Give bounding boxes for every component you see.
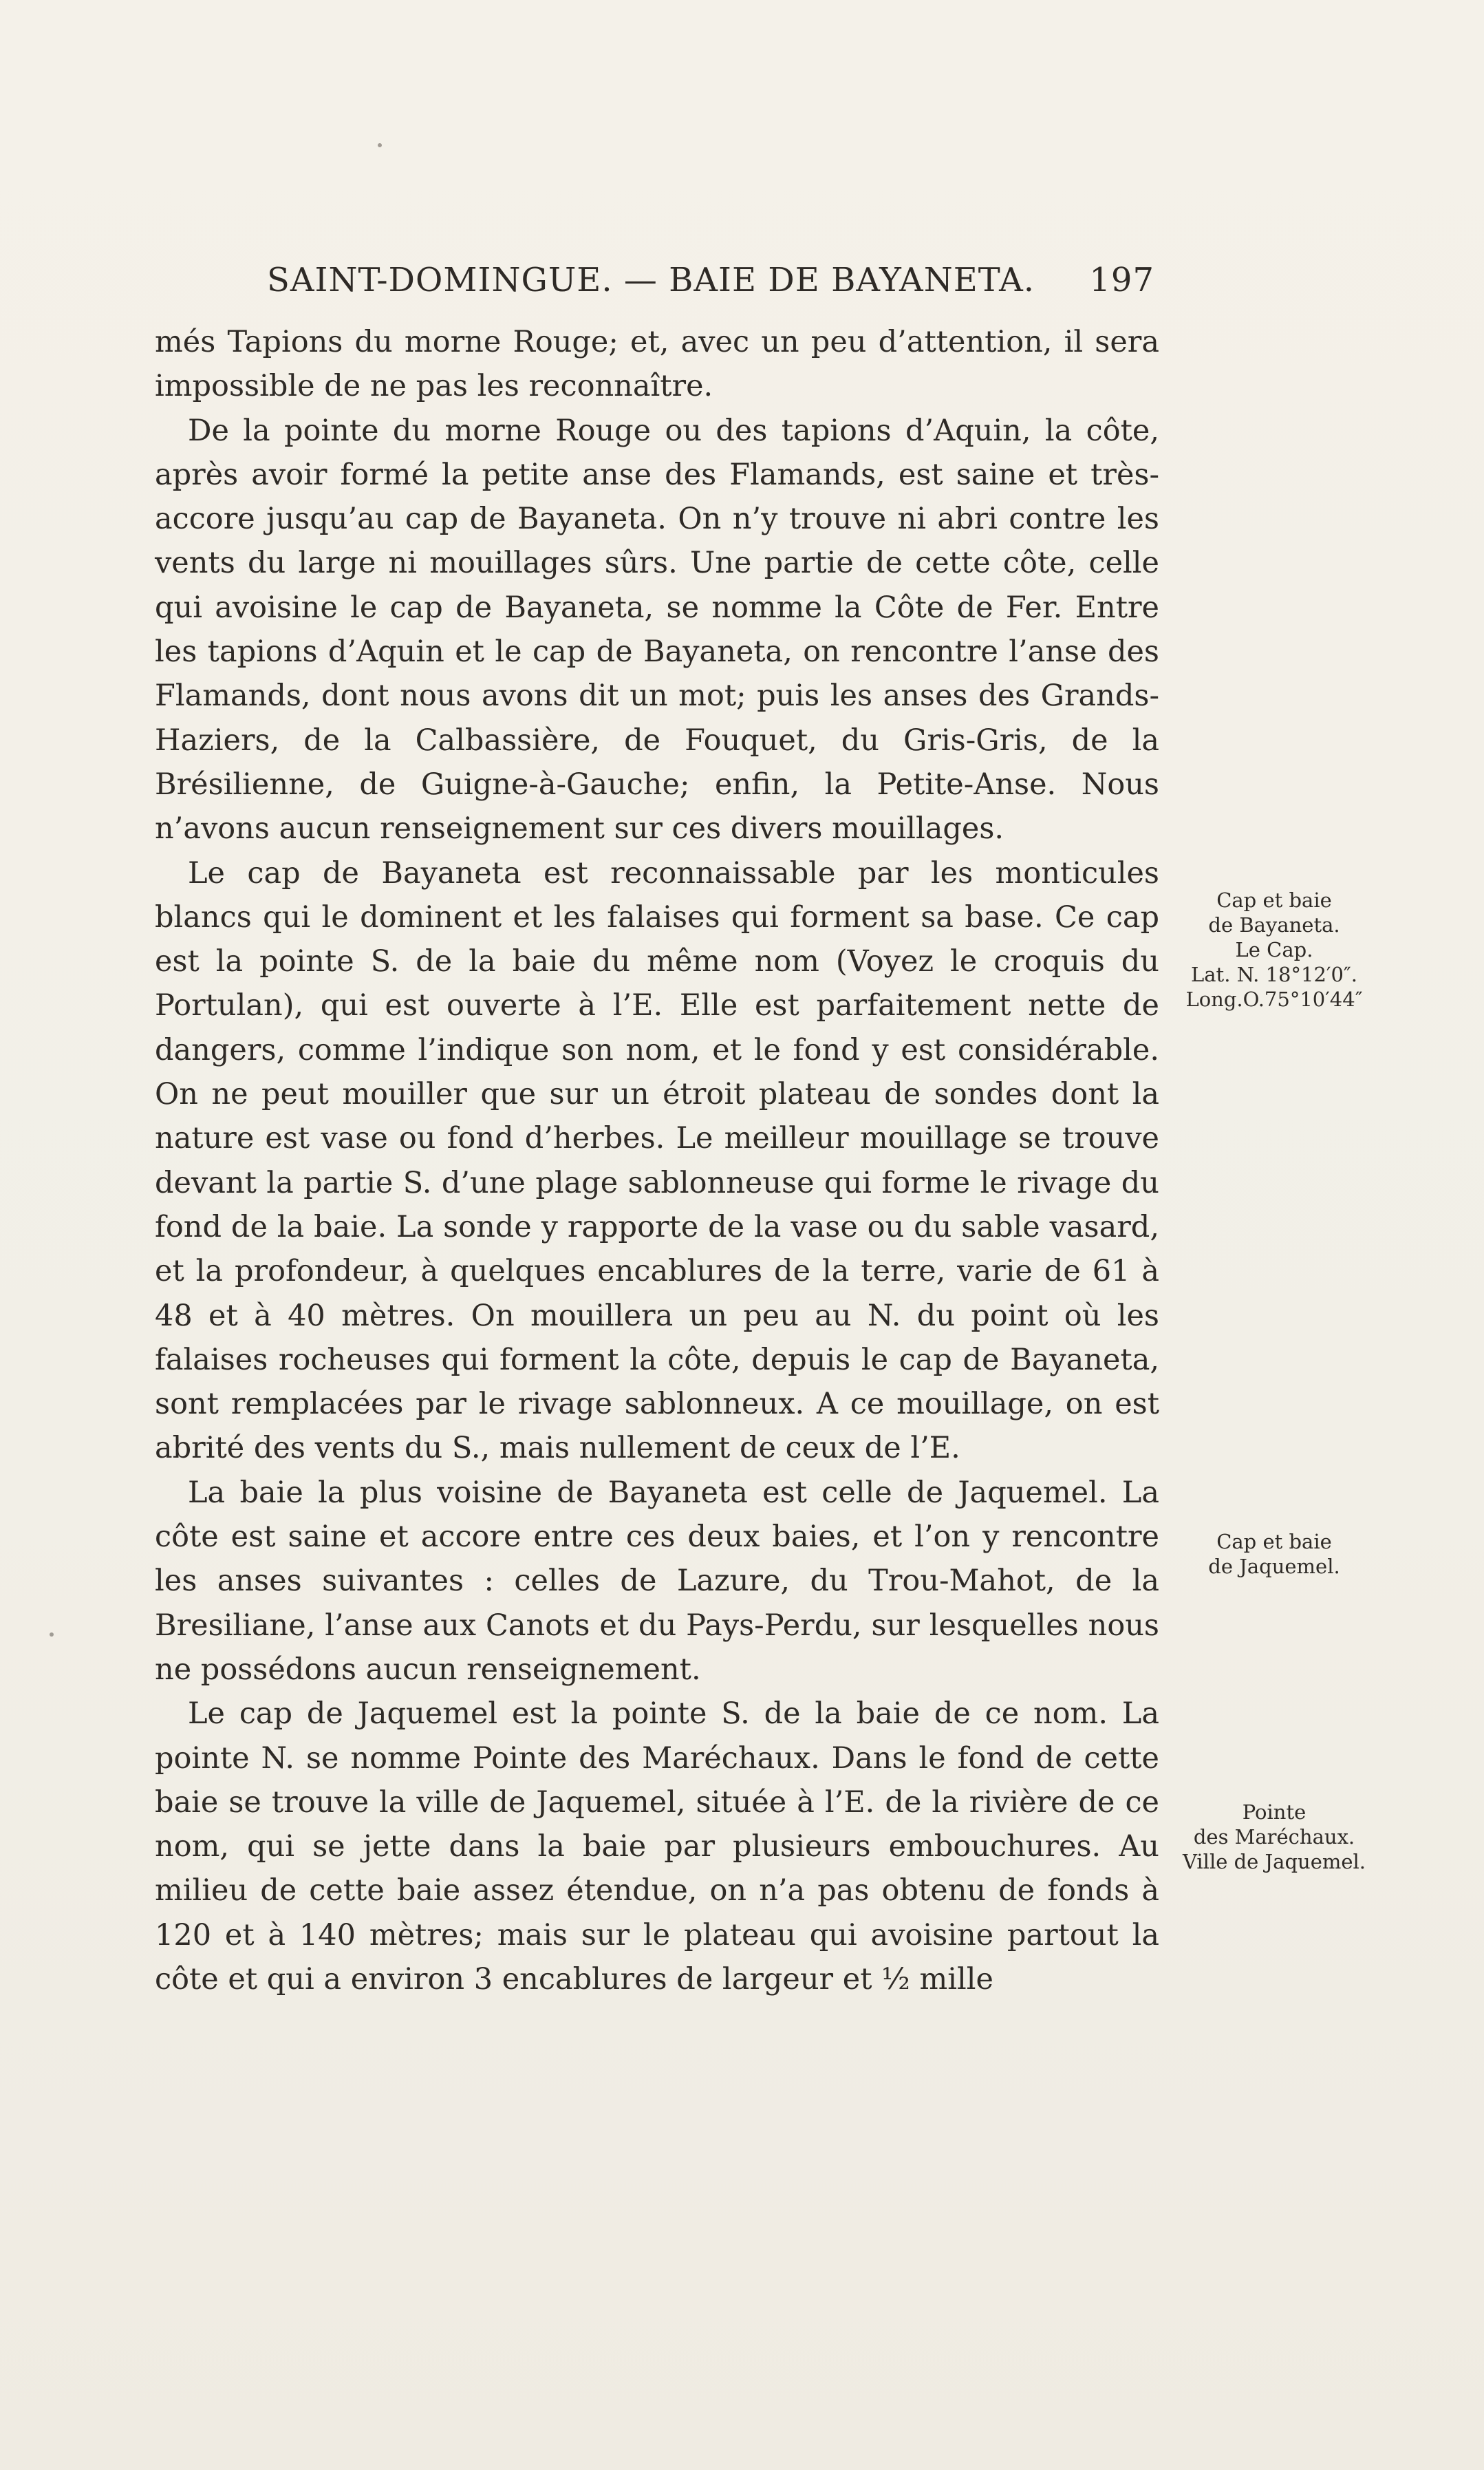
paper-speck — [378, 143, 382, 147]
paragraph-jaquemel-bay: La baie la plus voisine de Bayaneta est celle de Jaquemel. La côte est saine et accore entre ces deux baies, et l’on y rencontre les anses suivantes : celles de Lazure, du Trou-Mahot, de la Bresiliane, l’anse aux Canots et du Pays-Perdu, sur lesquelles nous ne possédons aucun renseignement. — [155, 1475, 1159, 1687]
margin-note-line: de Jaquemel. — [1208, 1555, 1340, 1578]
margin-note-line: Ville de Jaquemel. — [1182, 1850, 1366, 1873]
paragraph-continuation: més Tapions du morne Rouge; et, avec un peu d’attention, il sera impossible de ne pas les reconnaître. — [155, 325, 1159, 404]
paper-speck — [50, 1632, 54, 1637]
margin-note-line: des Maréchaux. — [1193, 1825, 1355, 1849]
header-title: SAINT-DOMINGUE. — BAIE DE BAYANETA. — [267, 261, 1035, 299]
margin-note-line: Long.O.75°10′44″ — [1185, 988, 1363, 1011]
margin-note-line: Pointe — [1242, 1800, 1306, 1824]
margin-note-line: de Bayaneta. — [1208, 913, 1340, 937]
body-text — [155, 320, 1159, 2001]
margin-note-line: Cap et baie — [1216, 888, 1332, 912]
running-header — [267, 256, 1161, 304]
paragraph-bayaneta: Le cap de Bayaneta est reconnaissable par les monticules blancs qui le dominent et les falaises qui forment sa base. Ce cap est la pointe S. de la baie du même nom (Voyez le croquis du Portulan), qui est ouverte à l’E. Elle est parfaitement nette de dangers, comme l’indique son nom, et le fond y est considérable. On ne peut mouiller que sur un étroit plateau de sondes dont la nature est vase ou fond d’herbes. Le meilleur mouillage se trouve devant la partie S. d’une plage sablonneuse qui forme le rivage du fond de la baie. La sonde y rapporte de la vase ou du sable vasard, et la profondeur, à quelques encablures de la terre, varie de 61 à 48 et à 40 mètres. On mouillera un peu au N. du point où les falaises rocheuses qui forment la côte, depuis le cap de Bayaneta, sont remplacées par le rivage sablonneux. A ce mouillage, on est abrité des vents du S., mais nullement de ceux de l’E. — [155, 855, 1159, 1466]
margin-note-line: Le Cap. — [1235, 938, 1313, 961]
paragraph-jaquemel-cape: Le cap de Jaquemel est la pointe S. de la baie de ce nom. La pointe N. se nomme Pointe des Maréchaux. Dans le fond de cette baie se trouve la ville de Jaquemel, située à l’E. de la rivière de ce nom, qui se jette dans la baie par plusieurs embouchures. Au milieu de cette baie assez étendue, on n’a pas obtenu de fonds à 120 et à 140 mètres; mais sur le plateau qui avoisine partout la côte et qui a environ 3 encablures de largeur et ½ mille — [155, 1696, 1159, 1997]
page-number: 197 — [1089, 261, 1154, 299]
margin-note-marechaux — [1171, 1800, 1377, 1874]
paragraph-aquin-coast: De la pointe du morne Rouge ou des tapions d’Aquin, la côte, après avoir formé la petite anse des Flamands, est saine et très-accore jusqu’au cap de Bayaneta. On n’y trouve ni abri contre les vents du large ni mouillages sûrs. Une partie de cette côte, celle qui avoisine le cap de Bayaneta, se nomme la Côte de Fer. Entre les tapions d’Aquin et le cap de Bayaneta, on rencontre l’anse des Flamands, dont nous avons dit un mot; puis les anses des Grands-Haziers, de la Calbassière, de Fouquet, du Gris-Gris, de la Brésilienne, de Guigne-à-Gauche; enfin, la Petite-Anse. Nous n’avons aucun renseignement sur ces divers mouillages. — [155, 413, 1159, 847]
margin-note-line: Lat. N. 18°12′0″. — [1191, 963, 1357, 986]
margin-note-bayaneta — [1171, 888, 1377, 1012]
margin-note-line: Cap et baie — [1216, 1530, 1332, 1553]
margin-note-jaquemel — [1171, 1529, 1377, 1579]
